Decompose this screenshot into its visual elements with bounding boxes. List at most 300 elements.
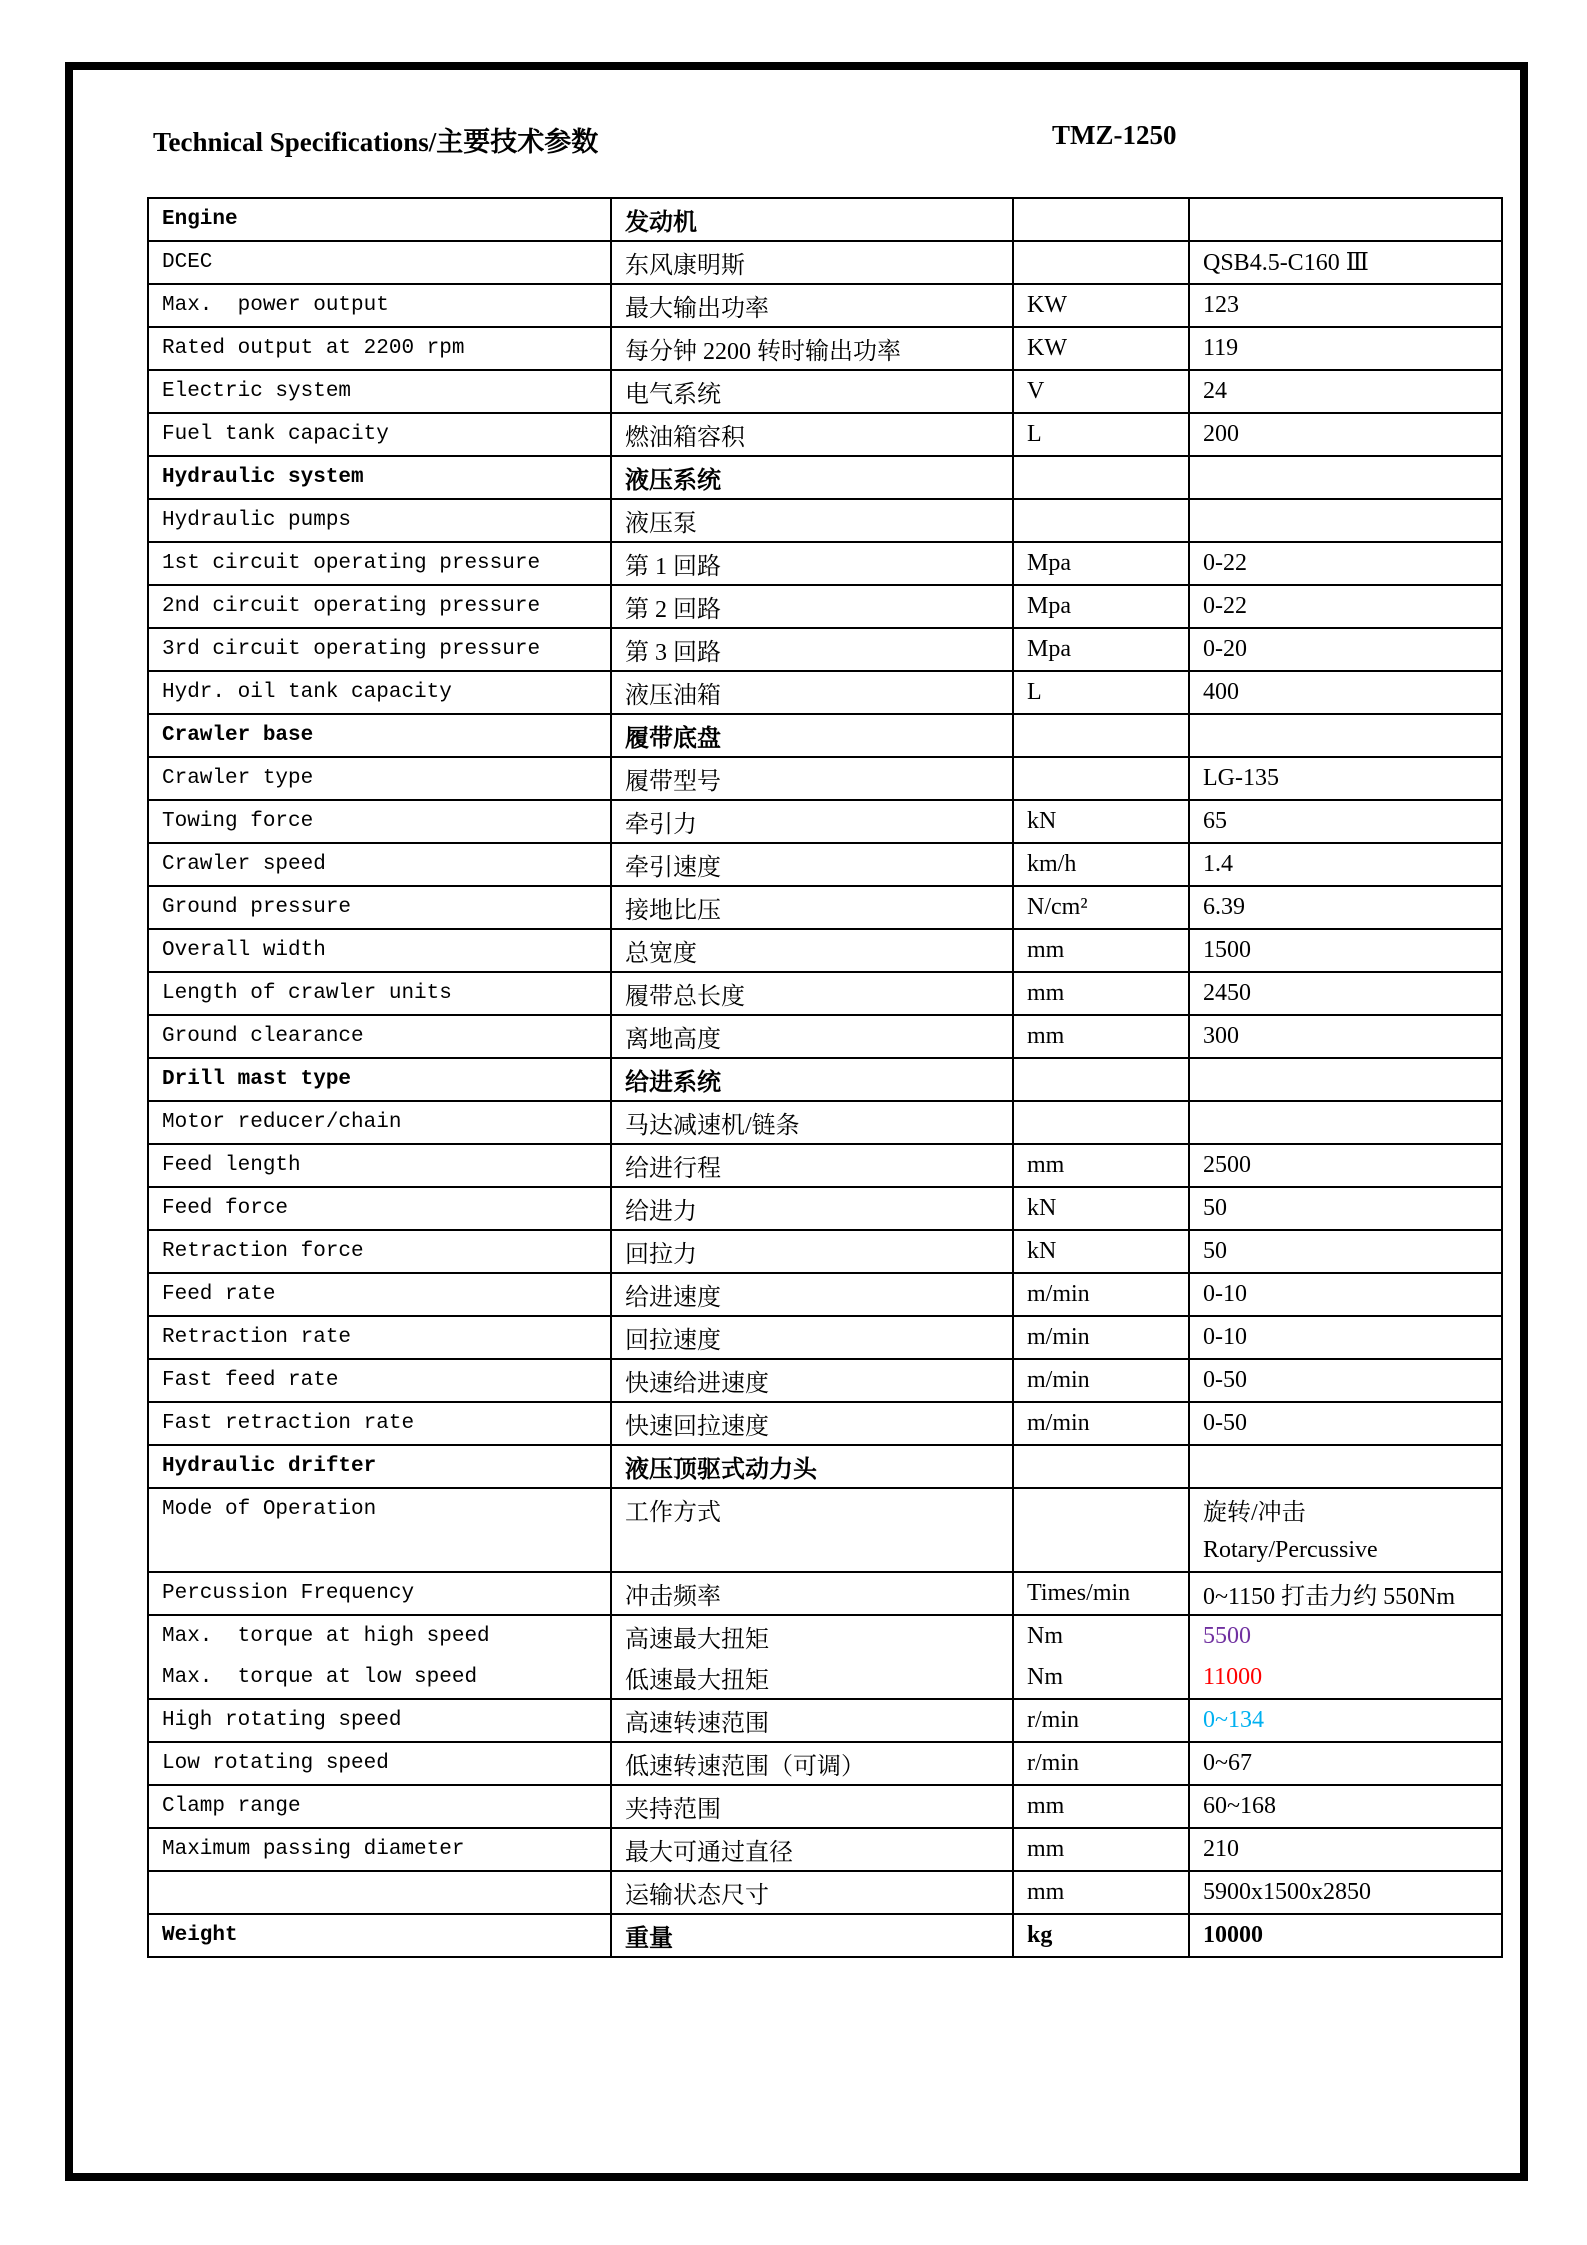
cell-unit	[1013, 1187, 1189, 1230]
cell-value	[1189, 241, 1502, 284]
cell-line: 11000	[1203, 1664, 1263, 1690]
cell-unit	[1013, 972, 1189, 1015]
spec-row	[148, 413, 1502, 456]
cell-line: 0-10	[1203, 1281, 1247, 1307]
cell-line: 夹持范围	[625, 1797, 721, 1823]
spec-row	[148, 628, 1502, 671]
cell-en	[148, 456, 611, 499]
cell-en	[148, 843, 611, 886]
cell-line: Max. torque at high speed	[162, 1625, 490, 1648]
cell-value	[1189, 929, 1502, 972]
cell-en	[148, 1699, 611, 1742]
cell-zh	[611, 198, 1013, 241]
cell-value	[1189, 843, 1502, 886]
cell-line	[1027, 1446, 1186, 1487]
cell-unit	[1013, 370, 1189, 413]
section-row	[148, 198, 1502, 241]
cell-line: Mpa	[1027, 636, 1071, 662]
cell-line: 最大输出功率	[625, 296, 769, 322]
cell-zh	[611, 843, 1013, 886]
spec-row	[148, 1871, 1502, 1914]
cell-line: Ground clearance	[162, 1025, 364, 1048]
cell-line	[1203, 1446, 1499, 1487]
cell-unit	[1013, 1871, 1189, 1914]
cell-line: m/min	[1027, 1324, 1090, 1350]
cell-line: 1500	[1203, 937, 1251, 963]
cell-unit	[1013, 1742, 1189, 1785]
cell-line: 快速回拉速度	[625, 1414, 769, 1440]
cell-line: 发动机	[625, 210, 697, 236]
cell-unit	[1013, 1230, 1189, 1273]
cell-line: 0-10	[1203, 1324, 1247, 1350]
cell-unit	[1013, 413, 1189, 456]
cell-line: Hydraulic drifter	[162, 1455, 377, 1478]
cell-line: 液压油箱	[625, 683, 721, 709]
cell-value	[1189, 585, 1502, 628]
cell-zh	[611, 886, 1013, 929]
cell-en	[148, 1914, 611, 1957]
cell-unit	[1013, 1144, 1189, 1187]
cell-zh	[611, 1699, 1013, 1742]
cell-line: Crawler speed	[162, 853, 326, 876]
cell-line: Low rotating speed	[162, 1752, 389, 1775]
cell-value	[1189, 714, 1502, 757]
cell-line: Hydraulic system	[162, 466, 364, 489]
cell-line: 0~1150 打击力约 550Nm	[1203, 1584, 1456, 1610]
cell-en	[148, 370, 611, 413]
cell-line: 电气系统	[625, 382, 721, 408]
cell-line: 24	[1203, 378, 1227, 404]
section-row	[148, 1914, 1502, 1957]
cell-zh	[611, 585, 1013, 628]
cell-line: 2nd circuit operating pressure	[162, 595, 541, 618]
cell-line: 第 2 回路	[625, 597, 721, 623]
cell-line	[1027, 715, 1186, 756]
cell-line: 6.39	[1203, 894, 1245, 920]
cell-line: 2450	[1203, 980, 1251, 1006]
cell-unit	[1013, 1572, 1189, 1615]
spec-row	[148, 1230, 1502, 1273]
cell-line: Feed rate	[162, 1283, 276, 1306]
cell-value	[1189, 1742, 1502, 1785]
cell-line: kN	[1027, 808, 1057, 834]
cell-line: Fast feed rate	[162, 1369, 339, 1392]
cell-line: m/min	[1027, 1410, 1090, 1436]
cell-line: KW	[1027, 335, 1067, 361]
cell-zh	[611, 456, 1013, 499]
cell-line: 123	[1203, 292, 1239, 318]
cell-zh	[611, 628, 1013, 671]
cell-line: r/min	[1027, 1707, 1079, 1733]
cell-value	[1189, 1445, 1502, 1488]
cell-zh	[611, 370, 1013, 413]
cell-en	[148, 198, 611, 241]
cell-zh	[611, 671, 1013, 714]
cell-value	[1189, 284, 1502, 327]
cell-unit	[1013, 1785, 1189, 1828]
cell-line: Electric system	[162, 380, 352, 403]
cell-line: 回拉速度	[625, 1328, 721, 1354]
cell-line: Max. torque at low speed	[162, 1666, 478, 1689]
spec-table-body	[148, 198, 1502, 1957]
cell-en	[148, 1488, 611, 1572]
cell-line: m/min	[1027, 1281, 1090, 1307]
cell-line: Nm	[1027, 1623, 1063, 1649]
cell-line: Mode of Operation	[162, 1498, 377, 1521]
cell-en	[148, 1742, 611, 1785]
cell-line: N/cm²	[1027, 894, 1088, 920]
cell-value	[1189, 1230, 1502, 1273]
cell-zh	[611, 1273, 1013, 1316]
cell-unit	[1013, 1058, 1189, 1101]
cell-line: 119	[1203, 335, 1239, 361]
cell-unit	[1013, 1316, 1189, 1359]
cell-line: Weight	[162, 1924, 238, 1947]
cell-line: 重量	[625, 1926, 673, 1952]
cell-line	[1203, 1102, 1499, 1143]
cell-value	[1189, 1914, 1502, 1957]
cell-line: Motor reducer/chain	[162, 1111, 402, 1134]
cell-line: 210	[1203, 1836, 1239, 1862]
cell-zh	[611, 1230, 1013, 1273]
cell-line: Clamp range	[162, 1795, 301, 1818]
spec-row	[148, 929, 1502, 972]
cell-line: Fast retraction rate	[162, 1412, 415, 1435]
cell-line: 履带底盘	[625, 726, 721, 752]
cell-en	[148, 1316, 611, 1359]
cell-line: mm	[1027, 1879, 1065, 1905]
cell-line: Retraction rate	[162, 1326, 352, 1349]
cell-line: 履带总长度	[625, 984, 745, 1010]
spec-row	[148, 757, 1502, 800]
cell-unit	[1013, 800, 1189, 843]
cell-zh	[611, 1101, 1013, 1144]
cell-line: 牵引力	[625, 812, 697, 838]
cell-value	[1189, 972, 1502, 1015]
spec-row	[148, 1359, 1502, 1402]
cell-line: L	[1027, 679, 1042, 705]
cell-value	[1189, 1058, 1502, 1101]
cell-value	[1189, 1785, 1502, 1828]
cell-zh	[611, 1828, 1013, 1871]
cell-unit	[1013, 1615, 1189, 1699]
cell-line: 0~134	[1203, 1707, 1264, 1733]
cell-line: DCEC	[162, 251, 213, 274]
cell-unit	[1013, 1914, 1189, 1957]
cell-zh	[611, 542, 1013, 585]
cell-line: Rotary/Percussive	[1203, 1537, 1378, 1563]
cell-value	[1189, 542, 1502, 585]
cell-value	[1189, 628, 1502, 671]
spec-row	[148, 1742, 1502, 1785]
cell-unit	[1013, 1699, 1189, 1742]
spec-row	[148, 370, 1502, 413]
cell-en	[148, 241, 611, 284]
cell-en	[148, 585, 611, 628]
cell-value	[1189, 800, 1502, 843]
cell-line: km/h	[1027, 851, 1077, 877]
cell-line: 液压系统	[625, 468, 721, 494]
cell-line: mm	[1027, 937, 1065, 963]
cell-zh	[611, 1359, 1013, 1402]
cell-line: Maximum passing diameter	[162, 1838, 465, 1861]
spec-row	[148, 1015, 1502, 1058]
spec-row	[148, 1402, 1502, 1445]
cell-line: mm	[1027, 1152, 1065, 1178]
spec-row	[148, 1828, 1502, 1871]
cell-line: 2500	[1203, 1152, 1251, 1178]
cell-zh	[611, 929, 1013, 972]
cell-line: 液压泵	[625, 511, 697, 537]
cell-value	[1189, 757, 1502, 800]
cell-zh	[611, 327, 1013, 370]
cell-zh	[611, 1785, 1013, 1828]
cell-en	[148, 1015, 611, 1058]
cell-en	[148, 1402, 611, 1445]
cell-zh	[611, 800, 1013, 843]
cell-value	[1189, 1101, 1502, 1144]
cell-line: Mpa	[1027, 593, 1071, 619]
cell-line: 快速给进速度	[625, 1371, 769, 1397]
cell-value	[1189, 327, 1502, 370]
cell-line: 0-22	[1203, 593, 1247, 619]
cell-zh	[611, 972, 1013, 1015]
cell-line	[162, 1872, 608, 1913]
cell-line: 50	[1203, 1238, 1227, 1264]
cell-en	[148, 413, 611, 456]
cell-line	[1203, 457, 1499, 498]
cell-en	[148, 1785, 611, 1828]
section-row	[148, 714, 1502, 757]
spec-row	[148, 327, 1502, 370]
cell-line: Percussion Frequency	[162, 1582, 415, 1605]
spec-row	[148, 241, 1502, 284]
cell-line: 离地高度	[625, 1027, 721, 1053]
section-row	[148, 1445, 1502, 1488]
cell-line: 5900x1500x2850	[1203, 1879, 1371, 1905]
cell-value	[1189, 1316, 1502, 1359]
cell-line: 0-20	[1203, 636, 1247, 662]
cell-en	[148, 757, 611, 800]
cell-line: 马达减速机/链条	[625, 1113, 800, 1139]
cell-zh	[611, 1488, 1013, 1572]
spec-row	[148, 284, 1502, 327]
cell-unit	[1013, 1445, 1189, 1488]
spec-row	[148, 1785, 1502, 1828]
cell-line: Feed force	[162, 1197, 289, 1220]
cell-line: mm	[1027, 1023, 1065, 1049]
cell-line: KW	[1027, 292, 1067, 318]
spec-row	[148, 585, 1502, 628]
cell-en	[148, 1101, 611, 1144]
cell-line: 最大可通过直径	[625, 1840, 793, 1866]
cell-en	[148, 1144, 611, 1187]
cell-line	[1027, 758, 1186, 799]
cell-unit	[1013, 585, 1189, 628]
cell-en	[148, 499, 611, 542]
cell-line: 接地比压	[625, 898, 721, 924]
cell-en	[148, 671, 611, 714]
cell-en	[148, 1445, 611, 1488]
spec-row	[148, 1144, 1502, 1187]
cell-value	[1189, 1359, 1502, 1402]
cell-en	[148, 1871, 611, 1914]
cell-value	[1189, 1871, 1502, 1914]
cell-zh	[611, 413, 1013, 456]
section-row	[148, 456, 1502, 499]
cell-line: kg	[1027, 1922, 1053, 1948]
cell-zh	[611, 1187, 1013, 1230]
cell-unit	[1013, 241, 1189, 284]
cell-line: 5500	[1203, 1623, 1251, 1649]
cell-line: 冲击频率	[625, 1584, 721, 1610]
cell-line: 给进力	[625, 1199, 697, 1225]
cell-zh	[611, 1445, 1013, 1488]
cell-unit	[1013, 456, 1189, 499]
cell-line: Ground pressure	[162, 896, 352, 919]
cell-zh	[611, 241, 1013, 284]
cell-line: 运输状态尺寸	[625, 1883, 769, 1909]
cell-line	[1203, 715, 1499, 756]
cell-line: Times/min	[1027, 1580, 1131, 1606]
cell-line: Engine	[162, 208, 238, 231]
cell-line: 50	[1203, 1195, 1227, 1221]
cell-unit	[1013, 1828, 1189, 1871]
cell-line: 工作方式	[625, 1500, 721, 1526]
cell-line: mm	[1027, 1793, 1065, 1819]
spec-row	[148, 1699, 1502, 1742]
cell-zh	[611, 284, 1013, 327]
cell-zh	[611, 499, 1013, 542]
cell-line: r/min	[1027, 1750, 1079, 1776]
cell-zh	[611, 1615, 1013, 1699]
cell-unit	[1013, 628, 1189, 671]
cell-value	[1189, 1144, 1502, 1187]
spec-row	[148, 886, 1502, 929]
cell-en	[148, 1572, 611, 1615]
spec-row	[148, 843, 1502, 886]
cell-value	[1189, 1273, 1502, 1316]
spec-row	[148, 1187, 1502, 1230]
cell-unit	[1013, 1101, 1189, 1144]
cell-zh	[611, 1402, 1013, 1445]
cell-line: 液压顶驱式动力头	[625, 1457, 817, 1483]
cell-line: Retraction force	[162, 1240, 364, 1263]
cell-unit	[1013, 1273, 1189, 1316]
cell-line: 60~168	[1203, 1793, 1276, 1819]
cell-line	[1027, 457, 1186, 498]
cell-unit	[1013, 757, 1189, 800]
cell-unit	[1013, 1488, 1189, 1572]
cell-value	[1189, 499, 1502, 542]
cell-line: Drill mast type	[162, 1068, 352, 1091]
cell-value	[1189, 370, 1502, 413]
cell-value	[1189, 413, 1502, 456]
cell-value	[1189, 1828, 1502, 1871]
cell-line: kN	[1027, 1238, 1057, 1264]
cell-line	[1027, 500, 1186, 541]
cell-value	[1189, 1402, 1502, 1445]
cell-line: 3rd circuit operating pressure	[162, 638, 541, 661]
spec-row	[148, 972, 1502, 1015]
cell-line: Fuel tank capacity	[162, 423, 389, 446]
cell-line: 给进系统	[625, 1070, 721, 1096]
spec-row	[148, 800, 1502, 843]
cell-line: Hydr. oil tank capacity	[162, 681, 452, 704]
page-title: Technical Specifications/主要技术参数	[153, 127, 599, 157]
cell-line: Feed length	[162, 1154, 301, 1177]
cell-unit	[1013, 327, 1189, 370]
cell-unit	[1013, 714, 1189, 757]
cell-zh	[611, 1144, 1013, 1187]
spec-row	[148, 1488, 1502, 1572]
cell-line: 第 3 回路	[625, 640, 721, 666]
cell-en	[148, 1615, 611, 1699]
cell-en	[148, 972, 611, 1015]
cell-value	[1189, 1015, 1502, 1058]
cell-line	[1203, 1059, 1499, 1100]
cell-line: 10000	[1203, 1922, 1263, 1948]
cell-line: QSB4.5-C160 Ⅲ	[1203, 250, 1369, 276]
cell-line: High rotating speed	[162, 1709, 402, 1732]
cell-line	[1203, 199, 1499, 240]
cell-line: 1.4	[1203, 851, 1233, 877]
cell-unit	[1013, 886, 1189, 929]
cell-line: 总宽度	[625, 941, 697, 967]
cell-en	[148, 1359, 611, 1402]
cell-line: 回拉力	[625, 1242, 697, 1268]
cell-line: 0~67	[1203, 1750, 1252, 1776]
cell-line: Length of crawler units	[162, 982, 452, 1005]
cell-line: 65	[1203, 808, 1227, 834]
cell-line: Mpa	[1027, 550, 1071, 576]
cell-line: Crawler type	[162, 767, 314, 790]
cell-line: Nm	[1027, 1664, 1063, 1690]
cell-line: 高速最大扭矩	[625, 1627, 769, 1653]
cell-line: Towing force	[162, 810, 314, 833]
cell-line: Max. power output	[162, 294, 389, 317]
cell-value	[1189, 671, 1502, 714]
cell-unit	[1013, 542, 1189, 585]
cell-line: 低速最大扭矩	[625, 1668, 769, 1694]
cell-line: 0-50	[1203, 1367, 1247, 1393]
cell-unit	[1013, 1015, 1189, 1058]
cell-line	[1027, 199, 1186, 240]
cell-en	[148, 714, 611, 757]
cell-line: LG-135	[1203, 765, 1279, 791]
cell-line	[1203, 500, 1499, 541]
model-number: TMZ-1250	[1052, 120, 1177, 150]
cell-line: V	[1027, 378, 1045, 404]
cell-en	[148, 929, 611, 972]
cell-en	[148, 1187, 611, 1230]
cell-zh	[611, 1871, 1013, 1914]
cell-en	[148, 1828, 611, 1871]
cell-line: 每分钟 2200 转时输出功率	[625, 339, 901, 365]
cell-zh	[611, 1742, 1013, 1785]
cell-line: 牵引速度	[625, 855, 721, 881]
cell-line: 低速转速范围（可调）	[625, 1754, 865, 1780]
cell-line: Overall width	[162, 939, 326, 962]
cell-unit	[1013, 284, 1189, 327]
cell-en	[148, 628, 611, 671]
cell-line: 1st circuit operating pressure	[162, 552, 541, 575]
spec-row	[148, 542, 1502, 585]
cell-line: kN	[1027, 1195, 1057, 1221]
cell-en	[148, 284, 611, 327]
cell-line: m/min	[1027, 1367, 1090, 1393]
cell-zh	[611, 1572, 1013, 1615]
